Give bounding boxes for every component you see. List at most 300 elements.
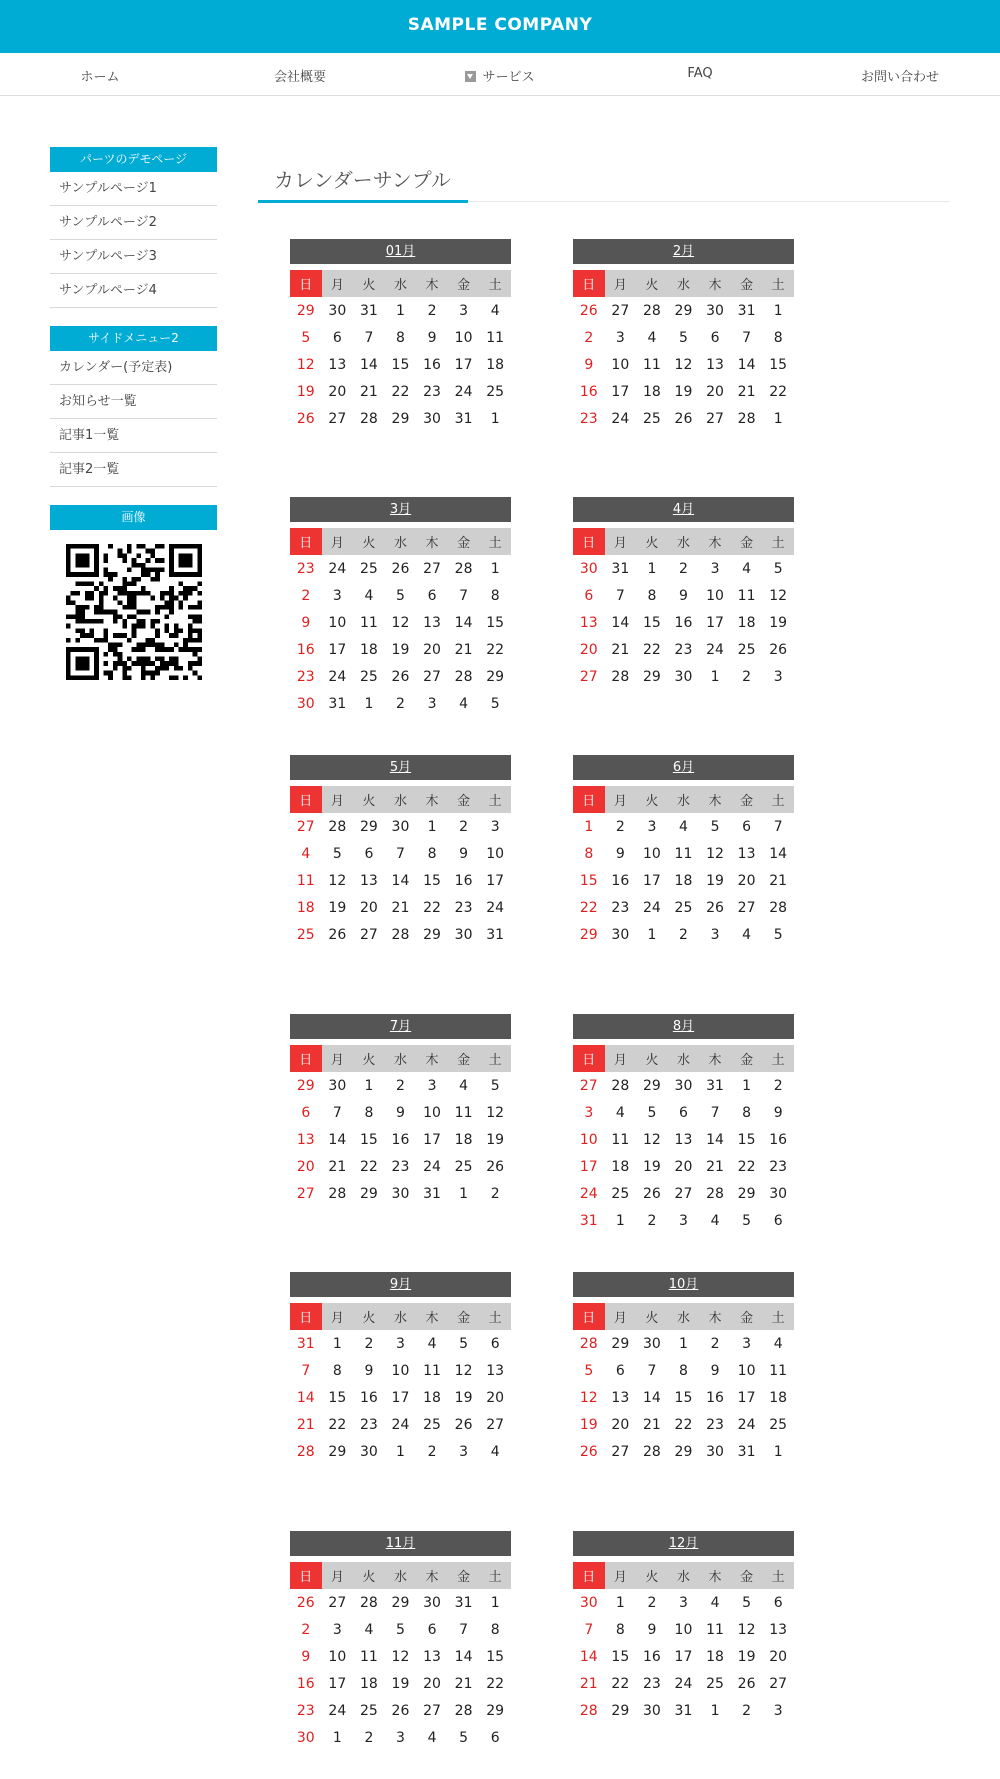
day-cell: 2	[742, 1702, 752, 1719]
day-cell: 10	[328, 614, 347, 631]
day-cell: 25	[769, 1416, 788, 1433]
day-cell: 23	[296, 668, 315, 685]
weekday-header: 金	[448, 1562, 480, 1589]
weekday-header: 水	[385, 1045, 417, 1072]
sidebar-title-menu2: サイドメニュー2	[50, 326, 217, 351]
day-cell: 27	[423, 668, 441, 685]
day-cell: 1	[364, 695, 374, 712]
day-cell: 18	[611, 1158, 630, 1175]
day-cell: 30	[296, 1729, 315, 1746]
day-cell: 8	[490, 587, 500, 604]
sidebar-item[interactable]: お知らせ一覧	[50, 385, 217, 419]
day-cell: 11	[423, 1362, 441, 1379]
day-cell: 26	[737, 1675, 756, 1692]
day-cell: 19	[737, 1648, 756, 1665]
day-cell: 1	[332, 1335, 342, 1352]
weekday-header: 金	[448, 786, 480, 813]
day-cell: 17	[674, 1648, 693, 1665]
day-cell: 16	[706, 1389, 724, 1406]
weekday-header: 水	[385, 786, 417, 813]
day-cell: 15	[611, 1648, 630, 1665]
day-cell: 20	[706, 383, 724, 400]
day-cell: 26	[486, 1158, 505, 1175]
day-cell: 13	[706, 356, 724, 373]
day-cell: 5	[396, 587, 405, 604]
nav-item-faq[interactable]	[600, 66, 800, 81]
day-cell: 16	[454, 872, 473, 889]
day-cell: 4	[490, 302, 500, 319]
weekday-header: 土	[762, 786, 794, 813]
month-table	[573, 1562, 794, 1724]
weekday-header: 土	[479, 1562, 511, 1589]
day-cell: 6	[301, 1104, 311, 1121]
day-cell: 11	[486, 329, 505, 346]
day-cell: 3	[490, 818, 500, 835]
weekday-header: 月	[605, 786, 637, 813]
day-cell: 10	[423, 1104, 441, 1121]
day-cell: 16	[359, 1389, 378, 1406]
day-cell: 2	[396, 1077, 405, 1094]
weekday-header: 火	[636, 1045, 668, 1072]
day-cell: 6	[490, 1335, 500, 1352]
day-cell: 29	[737, 1185, 756, 1202]
day-cell: 11	[706, 1621, 724, 1638]
day-cell: 14	[642, 1389, 661, 1406]
weekday-header: 木	[416, 786, 448, 813]
weekday-header: 水	[668, 270, 700, 297]
day-cell: 11	[296, 872, 315, 889]
sidebar-item[interactable]: 記事1一覧	[50, 419, 217, 453]
weekday-header: 金	[731, 1045, 763, 1072]
nav-label: ホーム	[80, 70, 120, 85]
day-cell: 6	[332, 329, 342, 346]
day-cell: 29	[296, 302, 315, 319]
day-cell: 19	[486, 1131, 505, 1148]
month-calendar	[290, 497, 511, 717]
month-link[interactable]: 4月	[672, 502, 695, 517]
weekday-header: 木	[416, 270, 448, 297]
sidebar-list-menu2	[50, 351, 217, 487]
day-cell: 12	[328, 872, 347, 889]
day-cell: 29	[359, 818, 378, 835]
day-cell: 3	[679, 1212, 688, 1229]
day-cell: 22	[642, 641, 661, 658]
day-cell: 16	[296, 641, 315, 658]
day-cell: 17	[642, 872, 661, 889]
day-cell: 4	[490, 1443, 500, 1460]
day-cell: 29	[642, 1077, 661, 1094]
day-cell: 13	[486, 1362, 505, 1379]
day-cell: 14	[359, 356, 378, 373]
day-cell: 4	[742, 926, 752, 943]
day-cell: 30	[359, 1443, 378, 1460]
day-cell: 9	[647, 1621, 657, 1638]
nav-label: お問い合わせ	[860, 70, 939, 85]
month-link[interactable]: 10月	[668, 1277, 699, 1292]
weekday-header: 日	[573, 1045, 605, 1072]
day-cell: 27	[296, 818, 315, 835]
day-cell: 22	[486, 1675, 505, 1692]
day-cell: 27	[328, 1594, 347, 1611]
day-cell: 3	[710, 560, 720, 577]
weekday-header: 金	[731, 528, 763, 555]
day-cell: 31	[454, 1594, 473, 1611]
day-cell: 5	[459, 1729, 469, 1746]
weekday-header: 日	[573, 786, 605, 813]
day-cell: 20	[611, 1416, 630, 1433]
sidebar-title-demo: パーツのデモページ	[50, 147, 217, 172]
day-cell: 18	[769, 1389, 788, 1406]
day-cell: 14	[454, 614, 473, 631]
day-cell: 18	[642, 383, 661, 400]
day-cell: 8	[615, 1621, 625, 1638]
day-cell: 2	[364, 1335, 374, 1352]
day-cell: 31	[359, 302, 378, 319]
day-cell: 29	[391, 1594, 410, 1611]
day-cell: 28	[328, 818, 347, 835]
day-cell: 22	[579, 899, 598, 916]
month-header	[573, 1531, 794, 1556]
day-cell: 1	[459, 1185, 469, 1202]
month-link[interactable]: 3月	[389, 502, 412, 517]
day-cell: 20	[579, 641, 598, 658]
day-cell: 19	[579, 1416, 598, 1433]
day-cell: 16	[611, 872, 630, 889]
weekday-header: 月	[605, 1562, 637, 1589]
day-cell: 16	[642, 1648, 661, 1665]
month-link[interactable]: 8月	[672, 1019, 695, 1034]
month-calendar	[573, 755, 794, 948]
day-cell: 15	[486, 614, 505, 631]
day-cell: 20	[296, 1158, 315, 1175]
day-cell: 24	[579, 1185, 598, 1202]
weekday-header: 水	[385, 1303, 417, 1330]
day-cell: 14	[391, 872, 410, 889]
day-cell: 3	[742, 1335, 752, 1352]
day-cell: 9	[773, 1104, 783, 1121]
day-cell: 6	[742, 818, 752, 835]
day-cell: 7	[459, 1621, 469, 1638]
sidebar-item[interactable]: サンプルページ3	[50, 240, 217, 274]
day-cell: 4	[459, 695, 469, 712]
sidebar-item[interactable]: 記事2一覧	[50, 453, 217, 487]
day-cell: 27	[737, 899, 756, 916]
day-cell: 10	[454, 329, 473, 346]
day-cell: 20	[423, 1675, 441, 1692]
day-cell: 13	[296, 1131, 315, 1148]
weekday-header: 日	[573, 528, 605, 555]
day-cell: 11	[611, 1131, 630, 1148]
day-cell: 2	[459, 818, 469, 835]
day-cell: 30	[328, 1077, 347, 1094]
weekday-header: 金	[731, 270, 763, 297]
day-cell: 9	[301, 614, 311, 631]
day-cell: 6	[773, 1212, 783, 1229]
month-link[interactable]: 7月	[389, 1019, 412, 1034]
day-cell: 15	[423, 872, 441, 889]
month-table	[573, 1303, 794, 1465]
day-cell: 3	[679, 1594, 688, 1611]
month-header	[290, 1272, 511, 1297]
site-header	[0, 0, 1000, 53]
month-calendar	[290, 239, 511, 432]
weekday-header: 土	[762, 1562, 794, 1589]
month-link[interactable]: 6月	[672, 760, 695, 775]
day-cell: 6	[364, 845, 374, 862]
day-cell: 28	[328, 1185, 347, 1202]
day-cell: 19	[706, 872, 724, 889]
day-cell: 22	[769, 383, 788, 400]
day-cell: 31	[486, 926, 505, 943]
weekday-header: 水	[668, 1045, 700, 1072]
weekday-header: 金	[448, 528, 480, 555]
month-link[interactable]: 11月	[385, 1536, 416, 1551]
day-cell: 23	[423, 383, 441, 400]
day-cell: 5	[301, 329, 311, 346]
day-cell: 23	[769, 1158, 788, 1175]
day-cell: 20	[359, 899, 378, 916]
day-cell: 10	[706, 587, 724, 604]
nav-label: FAQ	[687, 66, 713, 81]
day-cell: 16	[423, 356, 441, 373]
month-table	[573, 1045, 794, 1234]
sidebar-item[interactable]: カレンダー(予定表)	[50, 351, 217, 385]
day-cell: 22	[423, 899, 441, 916]
day-cell: 14	[769, 845, 788, 862]
day-cell: 13	[328, 356, 347, 373]
weekday-header: 水	[668, 1562, 700, 1589]
month-header	[573, 1014, 794, 1039]
weekday-header: 木	[699, 1303, 731, 1330]
weekday-header: 水	[385, 1562, 417, 1589]
day-cell: 29	[328, 1443, 347, 1460]
day-cell: 4	[742, 560, 752, 577]
day-cell: 28	[391, 926, 410, 943]
month-link[interactable]: 01月	[385, 244, 416, 259]
day-cell: 7	[396, 845, 405, 862]
nav-label: 会社概要	[273, 70, 326, 85]
day-cell: 18	[423, 1389, 441, 1406]
dropdown-icon	[465, 71, 476, 82]
weekday-header: 火	[636, 1303, 668, 1330]
day-cell: 17	[611, 383, 630, 400]
day-cell: 28	[454, 668, 473, 685]
day-cell: 5	[773, 926, 783, 943]
day-cell: 3	[332, 1621, 342, 1638]
day-cell: 15	[391, 356, 410, 373]
day-cell: 28	[579, 1335, 598, 1352]
day-cell: 9	[364, 1362, 374, 1379]
day-cell: 31	[454, 410, 473, 427]
nav-item-about[interactable]	[200, 66, 400, 85]
day-cell: 3	[332, 587, 342, 604]
day-cell: 29	[674, 1443, 693, 1460]
weekday-header: 日	[290, 1045, 322, 1072]
day-cell: 22	[486, 641, 505, 658]
day-cell: 7	[615, 587, 625, 604]
day-cell: 29	[611, 1702, 630, 1719]
day-cell: 2	[584, 329, 594, 346]
day-cell: 30	[611, 926, 630, 943]
day-cell: 25	[706, 1675, 724, 1692]
month-header	[573, 497, 794, 522]
month-header	[290, 239, 511, 264]
day-cell: 6	[710, 329, 720, 346]
day-cell: 10	[328, 1648, 347, 1665]
day-cell: 17	[328, 1675, 347, 1692]
day-cell: 20	[423, 641, 441, 658]
day-cell: 8	[679, 1362, 688, 1379]
day-cell: 31	[296, 1335, 315, 1352]
day-cell: 13	[359, 872, 378, 889]
day-cell: 15	[642, 614, 661, 631]
day-cell: 24	[486, 899, 505, 916]
month-table	[573, 786, 794, 948]
day-cell: 25	[359, 560, 378, 577]
day-cell: 2	[647, 1212, 657, 1229]
weekday-header: 月	[322, 786, 354, 813]
month-calendar	[573, 1272, 794, 1465]
day-cell: 13	[423, 1648, 441, 1665]
day-cell: 27	[674, 1185, 693, 1202]
month-header	[573, 1272, 794, 1297]
weekday-header: 木	[416, 1303, 448, 1330]
day-cell: 30	[642, 1335, 661, 1352]
nav-item-service[interactable]	[400, 66, 600, 85]
day-cell: 29	[391, 410, 410, 427]
day-cell: 25	[359, 1702, 378, 1719]
month-table	[290, 528, 511, 717]
day-cell: 5	[584, 1362, 594, 1379]
day-cell: 23	[391, 1158, 410, 1175]
weekday-header: 金	[731, 1303, 763, 1330]
day-cell: 2	[710, 1335, 720, 1352]
day-cell: 26	[769, 641, 788, 658]
day-cell: 8	[427, 845, 437, 862]
weekday-header: 土	[479, 1303, 511, 1330]
weekday-header: 土	[762, 270, 794, 297]
day-cell: 24	[674, 1675, 693, 1692]
day-cell: 29	[642, 668, 661, 685]
day-cell: 21	[642, 1416, 661, 1433]
day-cell: 27	[423, 560, 441, 577]
day-cell: 3	[773, 668, 783, 685]
day-cell: 1	[490, 1594, 500, 1611]
day-cell: 27	[328, 410, 347, 427]
day-cell: 4	[615, 1104, 625, 1121]
day-cell: 21	[454, 641, 473, 658]
day-cell: 9	[301, 1648, 311, 1665]
day-cell: 17	[328, 641, 347, 658]
day-cell: 2	[647, 1594, 657, 1611]
site-logo[interactable]: SAMPLE COMPANY	[407, 15, 593, 35]
day-cell: 1	[615, 1212, 625, 1229]
day-cell: 3	[459, 1443, 469, 1460]
day-cell: 2	[427, 1443, 437, 1460]
weekday-header: 土	[762, 1303, 794, 1330]
nav-item-contact[interactable]	[800, 66, 1000, 85]
weekday-header: 日	[573, 270, 605, 297]
day-cell: 8	[773, 329, 783, 346]
weekday-header: 土	[762, 1045, 794, 1072]
month-link[interactable]: 9月	[389, 1277, 412, 1292]
weekday-header: 日	[573, 1562, 605, 1589]
sidebar-item[interactable]: サンプルページ2	[50, 206, 217, 240]
day-cell: 30	[391, 818, 410, 835]
day-cell: 3	[647, 818, 657, 835]
day-cell: 31	[423, 1185, 441, 1202]
day-cell: 6	[490, 1729, 500, 1746]
day-cell: 25	[611, 1185, 630, 1202]
day-cell: 5	[773, 560, 783, 577]
month-link[interactable]: 2月	[672, 244, 695, 259]
month-calendar	[573, 497, 794, 690]
month-link[interactable]: 5月	[389, 760, 412, 775]
day-cell: 8	[364, 1104, 374, 1121]
day-cell: 17	[486, 872, 505, 889]
day-cell: 12	[769, 587, 788, 604]
day-cell: 12	[674, 356, 693, 373]
day-cell: 21	[391, 899, 410, 916]
day-cell: 29	[486, 1702, 505, 1719]
day-cell: 26	[454, 1416, 473, 1433]
day-cell: 3	[710, 926, 720, 943]
weekday-header: 火	[353, 1562, 385, 1589]
day-cell: 22	[611, 1675, 630, 1692]
weekday-header: 木	[699, 786, 731, 813]
day-cell: 4	[364, 1621, 374, 1638]
month-link[interactable]: 12月	[668, 1536, 699, 1551]
month-calendar	[573, 1531, 794, 1724]
day-cell: 26	[328, 926, 347, 943]
day-cell: 7	[459, 587, 469, 604]
day-cell: 4	[301, 845, 311, 862]
day-cell: 26	[706, 899, 724, 916]
nav-item-home[interactable]	[0, 66, 200, 85]
month-header	[290, 1531, 511, 1556]
day-cell: 2	[301, 1621, 311, 1638]
day-cell: 6	[584, 587, 594, 604]
day-cell: 10	[674, 1621, 693, 1638]
day-cell: 30	[706, 302, 724, 319]
sidebar-item[interactable]: サンプルページ1	[50, 172, 217, 206]
day-cell: 8	[396, 329, 405, 346]
day-cell: 12	[579, 1389, 598, 1406]
day-cell: 1	[647, 560, 657, 577]
day-cell: 6	[615, 1362, 625, 1379]
day-cell: 15	[769, 356, 788, 373]
day-cell: 1	[773, 302, 783, 319]
day-cell: 17	[706, 614, 724, 631]
month-table	[290, 1303, 511, 1465]
qr-code-image	[66, 544, 202, 680]
weekday-header: 月	[605, 1303, 637, 1330]
sidebar	[50, 147, 217, 684]
sidebar-item[interactable]: サンプルページ4	[50, 274, 217, 308]
day-cell: 1	[647, 926, 657, 943]
day-cell: 12	[642, 1131, 661, 1148]
day-cell: 30	[674, 1077, 693, 1094]
day-cell: 5	[742, 1212, 752, 1229]
day-cell: 12	[391, 1648, 410, 1665]
day-cell: 31	[737, 1443, 756, 1460]
day-cell: 5	[396, 1621, 405, 1638]
day-cell: 2	[615, 818, 625, 835]
day-cell: 28	[611, 668, 630, 685]
day-cell: 8	[647, 587, 657, 604]
weekday-header: 火	[636, 1562, 668, 1589]
day-cell: 1	[490, 410, 500, 427]
